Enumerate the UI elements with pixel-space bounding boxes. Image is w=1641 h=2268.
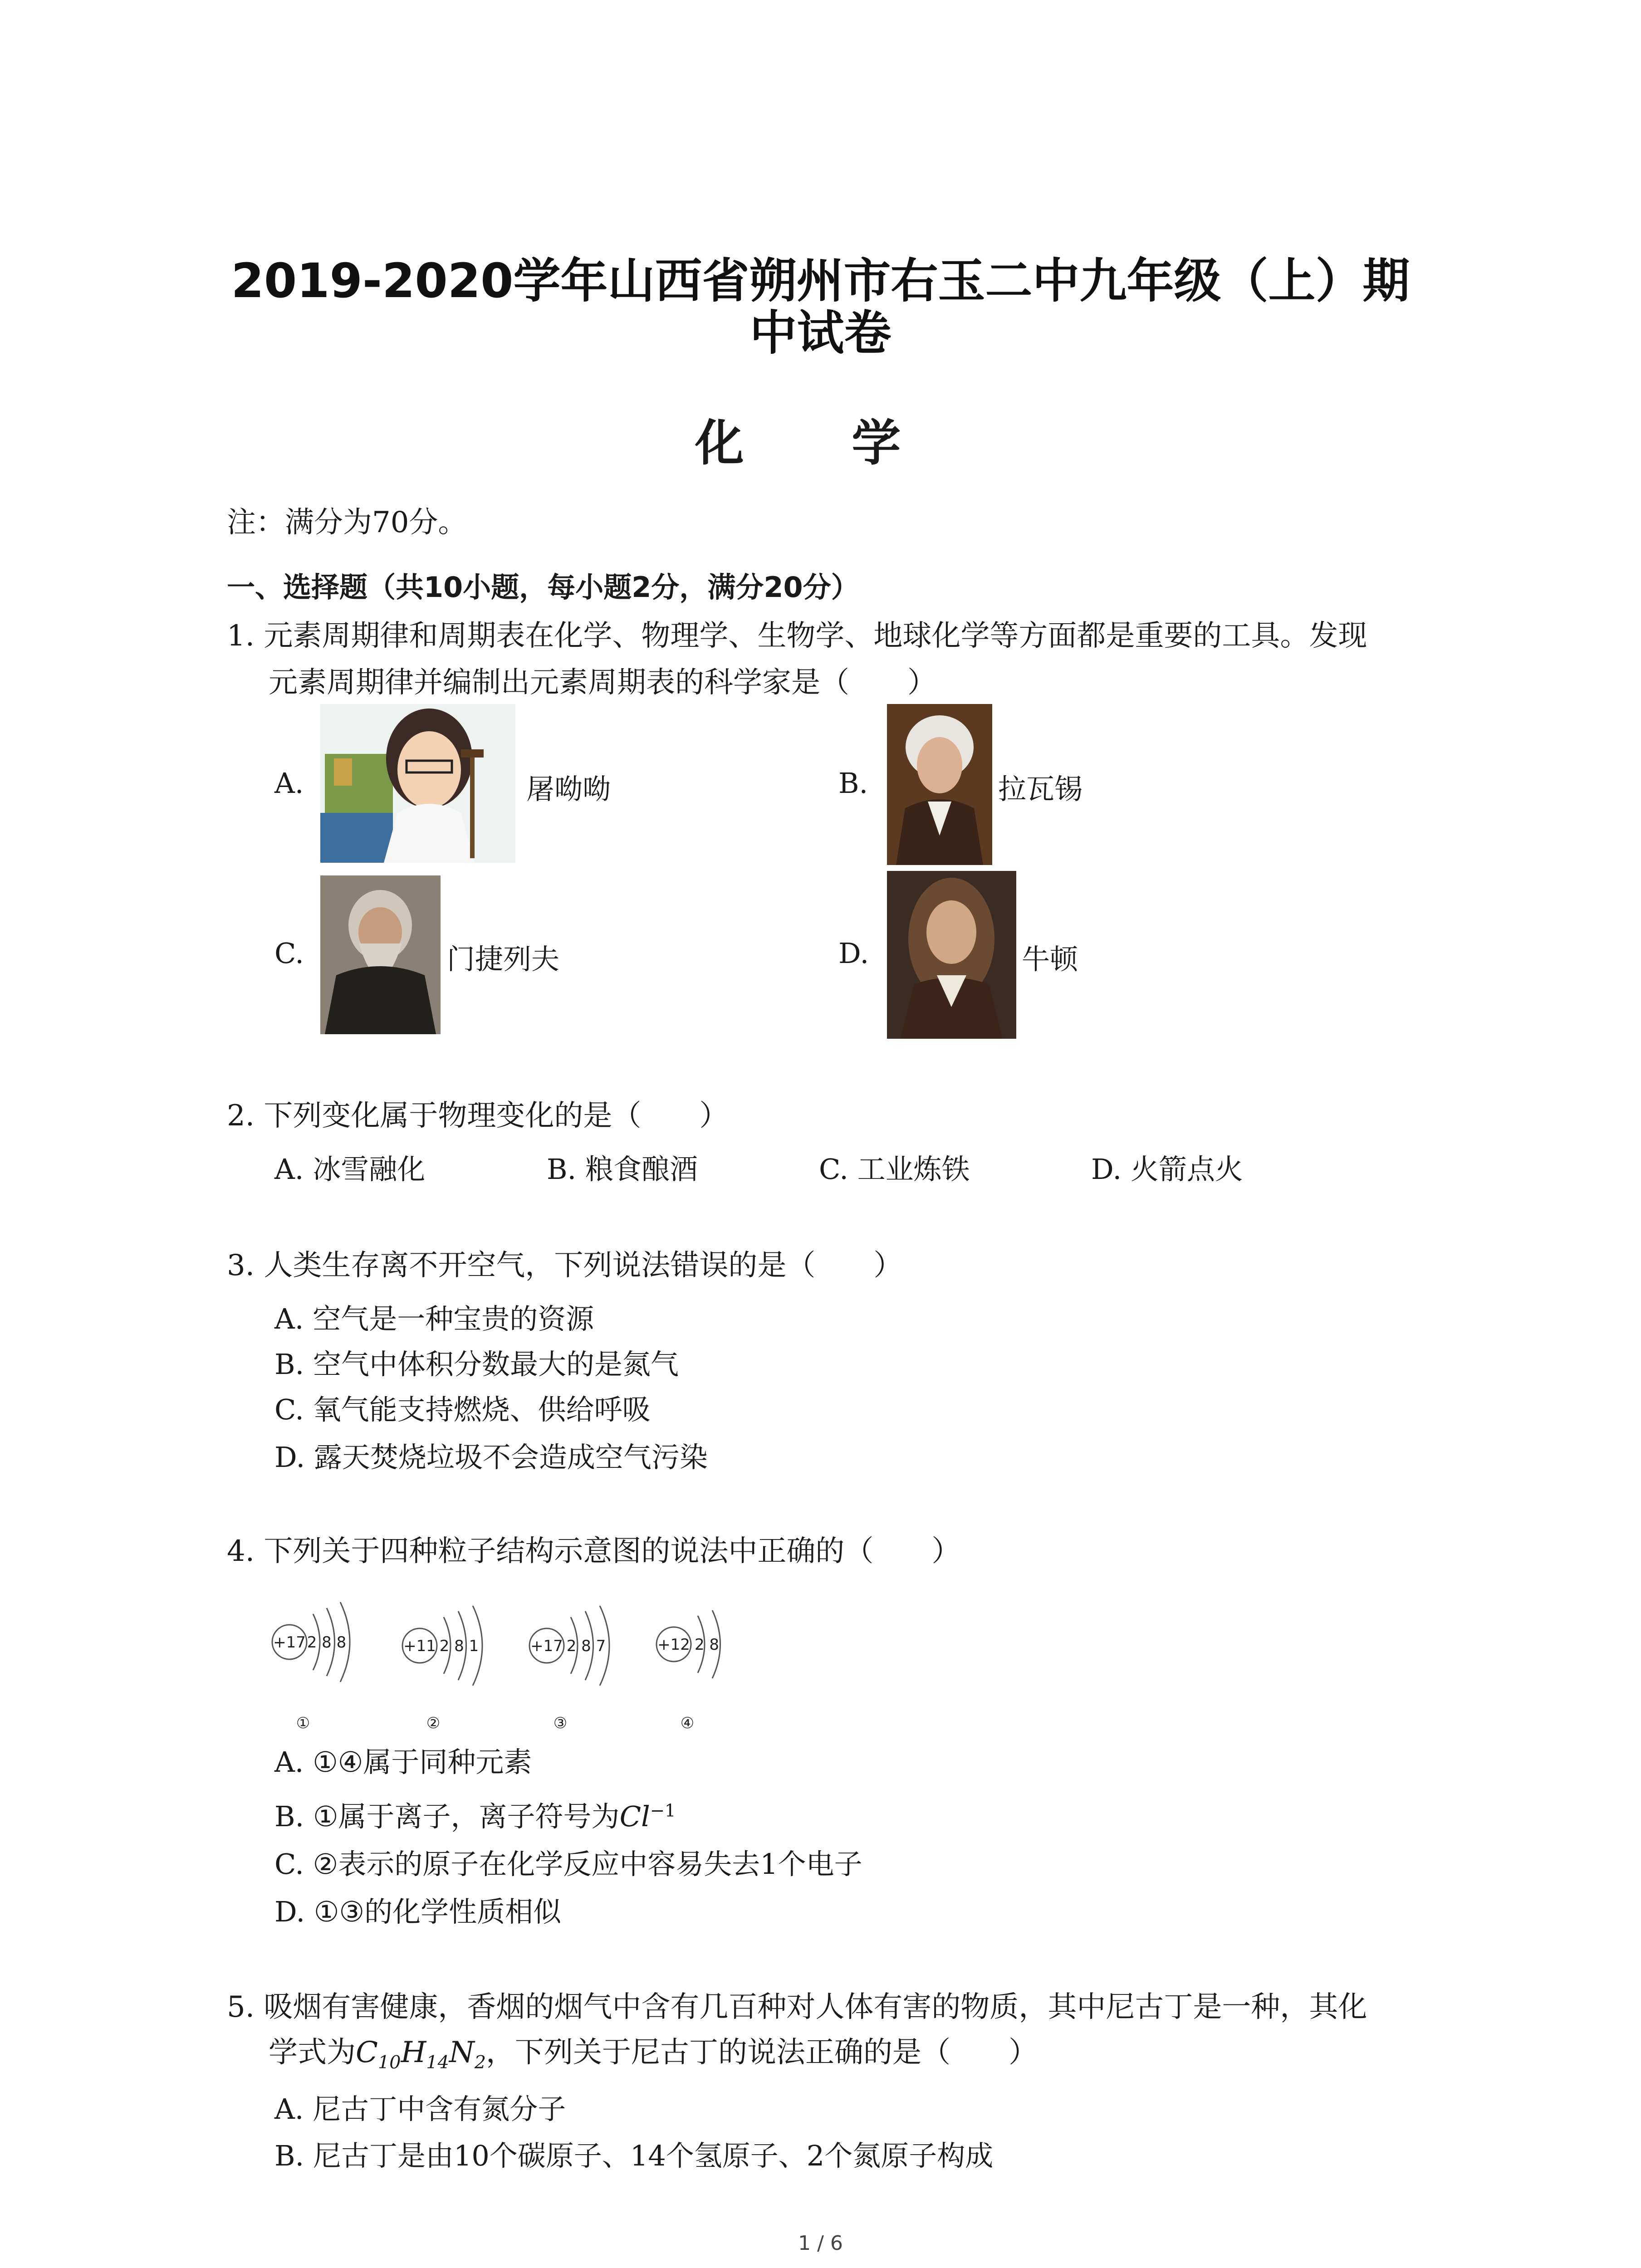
mendeleev-portrait [320,875,441,1034]
nicotine-formula: $C_{10}H_{14}N_2$ [356,2036,486,2073]
q5-stem-line2: 学式为$C_{10}H_{14}N_2$，下列关于尼古丁的说法正确的是（ ） [269,2036,1038,2073]
atom2-label: ② [426,1714,441,1732]
page-number: 1 / 6 [798,2232,843,2255]
q4-option-b[interactable] [274,1794,676,1834]
q5-stem-line1: 5. 吸烟有害健康，香烟的烟气中含有几百种对人体有害的物质，其中尼古丁是一种，其化 [227,1990,1367,2024]
atomic-structure-diagrams [263,1583,753,1737]
q1-option-c-name[interactable]: 门捷列夫 [447,943,560,976]
q5-option-b[interactable]: B. 尼古丁是由10个碳原子、14个氢原子、2个氮原子构成 [274,2139,994,2172]
atom2-electrons: 2 8 1 [439,1637,479,1655]
q2-option-c[interactable]: C. 工业炼铁 [819,1153,970,1186]
atom1-electrons: 2 8 8 [307,1633,347,1652]
subject-heading: 化 学 [695,415,946,472]
atom3-nucleus-charge: +17 [530,1637,563,1655]
q3-stem: 3. 人类生存离不开空气，下列说法错误的是（ ） [227,1249,903,1282]
chloride-symbol: Cl [619,1800,650,1833]
q1-option-a-letter[interactable]: A. [274,767,304,800]
q1-option-d-name[interactable]: 牛顿 [1022,943,1078,976]
chloride-charge: −1 [650,1800,676,1821]
atom4-electrons: 2 8 [694,1636,720,1654]
newton-portrait [887,871,1016,1039]
q4-option-a[interactable]: A. ①④属于同种元素 [274,1745,532,1779]
atom4-label: ④ [680,1714,695,1732]
atom3-label: ③ [553,1714,568,1732]
q3-option-b[interactable]: B. 空气中体积分数最大的是氮气 [274,1348,679,1381]
q1-stem-line1: 1. 元素周期律和周期表在化学、物理学、生物学、地球化学等方面都是重要的工具。发现 [227,619,1367,653]
score-note: 注：满分为70分。 [227,506,467,539]
lavoisier-portrait [887,704,992,865]
q4-stem: 4. 下列关于四种粒子结构示意图的说法中正确的（ ） [227,1535,961,1568]
q3-option-c[interactable]: C. 氧气能支持燃烧、供给呼吸 [274,1393,651,1426]
q2-option-b[interactable]: B. 粮食酿酒 [547,1153,698,1186]
q2-option-d[interactable]: D. 火箭点火 [1091,1153,1243,1186]
q1-option-c-letter[interactable]: C. [274,937,304,970]
atom4-nucleus-charge: +12 [657,1636,690,1654]
q4-option-b-text: B. ①属于离子，离子符号为 [274,1800,620,1833]
exam-title-line2: 中试卷 [749,305,892,361]
q1-option-b-name[interactable]: 拉瓦锡 [998,772,1083,806]
q4-option-c[interactable]: C. ②表示的原子在化学反应中容易失去1个电子 [274,1848,862,1881]
atom3-electrons: 2 8 7 [566,1637,606,1655]
tu-youyou-illustration [320,704,515,863]
atom2-nucleus-charge: +11 [403,1637,436,1655]
q5-option-a[interactable]: A. 尼古丁中含有氮分子 [274,2092,566,2126]
q3-option-d[interactable]: D. 露天焚烧垃圾不会造成空气污染 [274,1441,708,1474]
q2-stem: 2. 下列变化属于物理变化的是（ ） [227,1099,729,1133]
q3-option-a[interactable]: A. 空气是一种宝贵的资源 [274,1302,594,1335]
atom1-nucleus-charge: +17 [273,1633,306,1652]
q1-option-a-name[interactable]: 屠呦呦 [526,772,611,806]
exam-title-line1: 2019-2020学年山西省朔州市右玉二中九年级（上）期 [231,253,1410,308]
q1-stem-line2: 元素周期律并编制出元素周期表的科学家是（ ） [269,666,936,699]
q4-option-d[interactable]: D. ①③的化学性质相似 [274,1895,562,1928]
section-heading: 一、选择题（共10小题，每小题2分，满分20分） [227,571,859,604]
q1-option-d-letter[interactable]: D. [838,937,869,970]
q2-option-a[interactable]: A. 冰雪融化 [274,1153,426,1186]
q1-option-b-letter[interactable]: B. [838,767,868,800]
atom1-label: ① [296,1714,310,1732]
